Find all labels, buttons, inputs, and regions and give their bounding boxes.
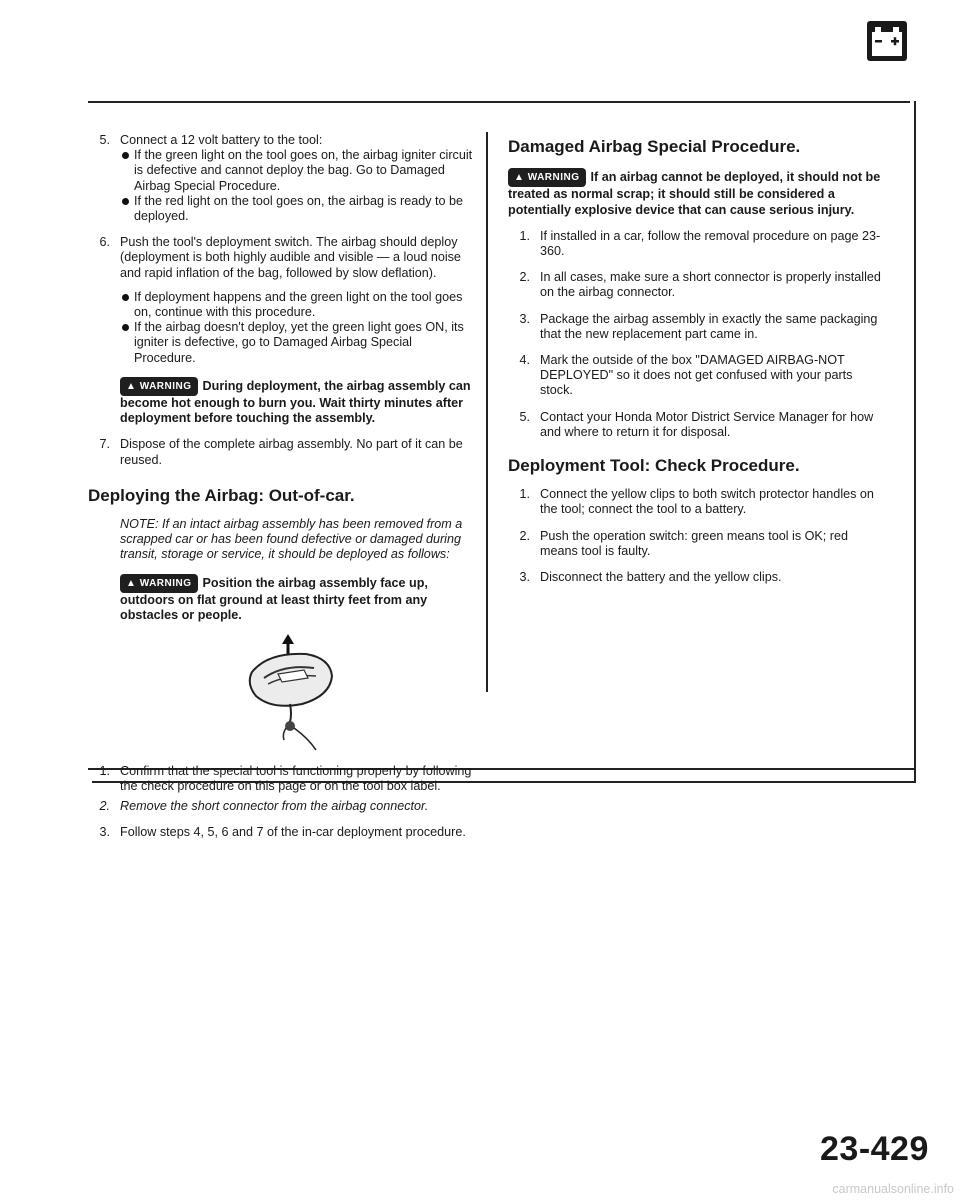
step-text: Mark the outside of the box "DAMAGED AIRBAG-NOT DEPLOYED" so it does not get confused with your parts stock.: [540, 353, 853, 398]
step-number: 5.: [99, 133, 110, 147]
column-divider: [486, 132, 488, 692]
section-heading-check-procedure: Deployment Tool: Check Procedure.: [508, 456, 800, 476]
warning-text: During deployment, the airbag assembly can become hot enough to burn you. Wait thirty minutes after deployment before touching the assembly.: [120, 378, 471, 426]
bullet-list: [120, 148, 476, 224]
airbag-assembly-illustration: [238, 634, 348, 752]
step-text: Connect the yellow clips to both switch protector handles on the tool; connect the tool to a battery.: [540, 487, 874, 517]
step-5: [88, 133, 476, 224]
warning-block-position: [120, 574, 476, 624]
step-number: 6.: [99, 235, 110, 250]
step-number: 2.: [99, 798, 110, 813]
check-step-3: [508, 570, 888, 585]
step-number: 2.: [519, 528, 530, 543]
damaged-step-2: [508, 270, 888, 300]
step-text: If installed in a car, follow the removal procedure on page 23-360.: [540, 228, 881, 259]
warning-text: If an airbag cannot be deployed, it should not be treated as normal scrap; it should still be considered a potentially explosive device that can cause serious injury.: [508, 170, 881, 217]
bullet-item: If deployment happens and the green light on the tool goes on, continue with this procedure.: [120, 290, 476, 320]
watermark-text: carmanualsonline.info: [832, 1182, 954, 1196]
note-text: NOTE: If an intact airbag assembly has been removed from a scrapped car or has been found defective or damaged during transit, storage or service, it should be deployed as follows:: [120, 517, 463, 562]
header-rule: [88, 101, 910, 103]
damaged-step-1: [508, 229, 888, 259]
bullet-item: If the red light on the tool goes on, the airbag is ready to be deployed.: [120, 194, 476, 224]
warning-badge: ▲ WARNING: [120, 574, 198, 593]
check-step-1: [508, 487, 888, 517]
warning-block-scrap: [508, 168, 888, 218]
step-number: 3.: [519, 570, 530, 585]
warning-badge: ▲ WARNING: [508, 168, 586, 187]
step-number: 2.: [519, 270, 530, 285]
warning-badge-label: WARNING: [139, 380, 192, 392]
section-heading-damaged-airbag: Damaged Airbag Special Procedure.: [508, 137, 801, 156]
damaged-step-3: [508, 312, 888, 342]
step-number: 3.: [519, 311, 530, 326]
step-number: 1.: [99, 764, 110, 779]
step-6: [88, 235, 476, 366]
damaged-step-5: [508, 410, 888, 440]
step-number: 1.: [519, 228, 530, 243]
damaged-step-4: [508, 353, 888, 399]
step-text: Disconnect the battery and the yellow clips.: [540, 570, 782, 585]
warning-block-burn: [120, 377, 476, 427]
step-number: 1.: [519, 487, 530, 502]
step-text: Connect a 12 volt battery to the tool:: [120, 133, 323, 147]
right-border-rule: [914, 101, 916, 783]
battery-icon: [866, 20, 908, 62]
warning-badge-label: WARNING: [139, 577, 192, 589]
bullet-item: If the airbag doesn't deploy, yet the green light goes ON, its igniter is defective, go to Damaged Airbag Special Procedure.: [120, 320, 476, 366]
step-number: 7.: [99, 437, 110, 452]
check-step-2: [508, 529, 888, 559]
bullet-item: If the green light on the tool goes on, the airbag igniter circuit is defective and cannot deploy the bag. Go to Damaged Airbag Special Procedure.: [120, 148, 476, 194]
bullet-list: [120, 290, 476, 366]
step-text: In all cases, make sure a short connector is properly installed on the airbag connector.: [540, 270, 881, 300]
step-number: 3.: [99, 824, 110, 839]
step-text: Confirm that the special tool is functioning properly by following the check procedure on this page or on the tool box label.: [120, 764, 472, 794]
step-text: Push the operation switch: green means tool is OK; red means tool is faulty.: [540, 528, 849, 558]
section-heading-out-of-car: Deploying the Airbag: Out-of-car.: [88, 485, 355, 505]
left-column: [88, 133, 476, 851]
warning-text: Position the airbag assembly face up, outdoors on flat ground at least thirty feet from any obstacles or people.: [120, 575, 428, 623]
step-text: Dispose of the complete airbag assembly. No part of it can be reused.: [120, 437, 463, 467]
warning-badge: ▲ WARNING: [120, 377, 198, 396]
step-number: 4.: [519, 353, 530, 368]
warning-badge-label: WARNING: [527, 172, 580, 184]
step-7: [88, 437, 476, 467]
out-of-car-step-3: [88, 825, 476, 840]
out-of-car-step-1: [88, 764, 476, 794]
step-text: Follow steps 4, 5, 6 and 7 of the in-car deployment procedure.: [120, 824, 466, 839]
step-text: Push the tool's deployment switch. The airbag should deploy (deployment is both highly audible and visible — a loud noise and rapid inflation of the bag, followed by slow deflation).: [120, 235, 461, 280]
step-text: Remove the short connector from the airbag connector.: [120, 798, 429, 813]
step-number: 5.: [519, 409, 530, 424]
page-number: 23-429: [820, 1130, 929, 1168]
out-of-car-step-2: [88, 799, 476, 814]
step-text: Contact your Honda Motor District Service Manager for how and where to return it for disposal.: [540, 409, 874, 439]
right-column: [508, 133, 888, 596]
step-text: Package the airbag assembly in exactly the same packaging that the new replacement part came in.: [540, 311, 878, 341]
